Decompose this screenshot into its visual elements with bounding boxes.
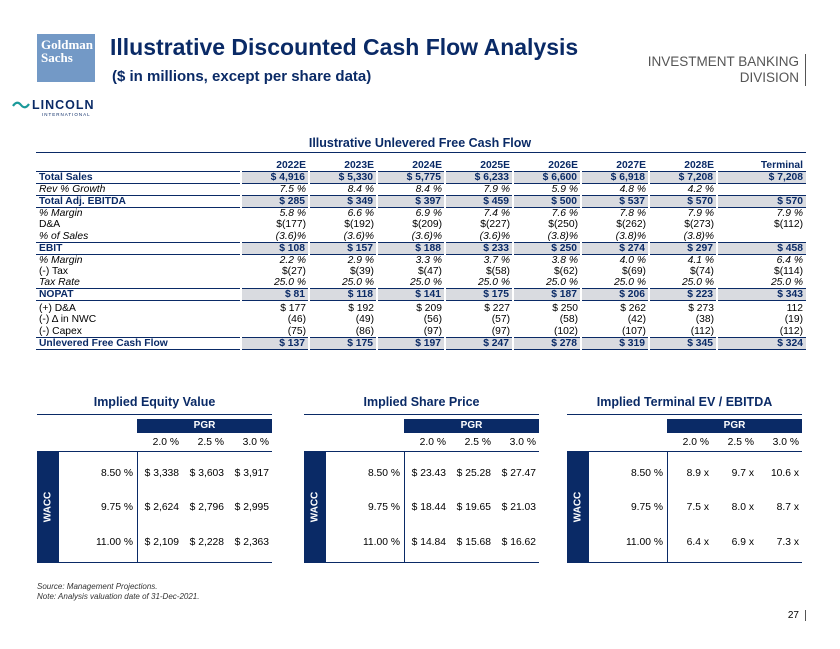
pgr-column-header: 2.5 % (727, 437, 754, 448)
lincoln-name: LINCOLN (32, 98, 95, 112)
fcf-cell: 7.5 % (279, 184, 306, 195)
sensitivity-cell: $ 3,917 (234, 468, 269, 479)
sensitivity-cell: $ 23.43 (411, 468, 446, 479)
fcf-row (36, 219, 806, 231)
fcf-cell: $ 262 (620, 303, 646, 314)
fcf-cell: $ 397 (377, 196, 445, 208)
wacc-header (567, 452, 589, 562)
fcf-cell: 7.9 % (483, 184, 510, 195)
wacc-row-label: 9.75 % (367, 502, 400, 513)
sensitivity-title: Implied Share Price (363, 395, 480, 409)
fcf-column-header: 2028E (649, 160, 717, 172)
fcf-cell: $ 7,208 (717, 172, 806, 184)
fcf-row-label: Total Sales (36, 172, 241, 184)
division-label (648, 54, 806, 86)
wacc-row-label: 8.50 % (100, 468, 133, 479)
fcf-cell (717, 184, 806, 196)
division-line-1: INVESTMENT BANKING (647, 54, 799, 69)
sensitivity-cell: 9.7 x (731, 468, 754, 479)
fcf-row-label: % of Sales (39, 230, 89, 242)
fcf-row (36, 314, 806, 326)
fcf-cell: 25.0 % (770, 277, 803, 288)
lincoln-mark-icon (12, 100, 30, 110)
fcf-cell: 4.8 % (619, 184, 646, 195)
fcf-cell: $(114) (774, 265, 803, 277)
division-line-2: DIVISION (739, 70, 799, 85)
fcf-cell: $ 175 (309, 337, 377, 349)
goldman-sachs-logo (37, 34, 95, 82)
fcf-cell: $(192) (344, 219, 374, 231)
fcf-cell: $ 141 (377, 289, 445, 301)
fcf-cell (717, 231, 806, 243)
sensitivity-bottom-rule (567, 562, 802, 563)
fcf-cell: 5.8 % (279, 208, 306, 219)
wacc-label: WACC (309, 491, 321, 523)
sensitivity-cell: 10.6 x (770, 468, 799, 479)
fcf-row-label: Tax Rate (39, 277, 80, 288)
fcf-cell: $(250) (548, 219, 578, 231)
fcf-cell: $ 273 (688, 303, 714, 314)
fcf-cell: (107) (621, 325, 646, 337)
fcf-cell: $ 6,918 (581, 172, 649, 184)
fcf-header-row (36, 160, 806, 172)
fcf-row (36, 326, 806, 338)
fcf-cell: $ 345 (649, 337, 717, 349)
fcf-cell: $ 319 (581, 337, 649, 349)
fcf-cell: $ 6,600 (513, 172, 581, 184)
sensitivity-cell: $ 2,995 (234, 502, 269, 513)
fcf-cell: (102) (553, 325, 578, 337)
sensitivity-cell: $ 25.28 (456, 468, 491, 479)
fcf-cell: (97) (423, 325, 442, 337)
fcf-cell: $ 227 (484, 303, 510, 314)
fcf-cell: (3.6)% (411, 230, 442, 242)
sensitivity-cell: $ 19.65 (456, 502, 491, 513)
sensitivity-cell: 6.9 x (731, 537, 754, 548)
fcf-cell: 6.6 % (347, 208, 374, 219)
fcf-cell: (3.8)% (615, 230, 646, 242)
fcf-cell: 7.8 % (619, 208, 646, 219)
fcf-cell: $ 223 (649, 289, 717, 301)
fcf-cell: $ 343 (717, 289, 806, 301)
fcf-cell: 6.9 % (415, 208, 442, 219)
fcf-cell: $ 5,775 (377, 172, 445, 184)
fcf-column-header: 2022E (241, 160, 309, 172)
logo-line-1: Goldman (41, 37, 94, 52)
fcf-cell: 7.9 % (687, 208, 714, 219)
fcf-cell: $ 177 (280, 303, 306, 314)
sensitivity-cell: $ 14.84 (411, 537, 446, 548)
pgr-column-header: 3.0 % (242, 437, 269, 448)
fcf-row (36, 254, 806, 266)
fcf-row-label: % Margin (39, 208, 83, 219)
fcf-cell: $(273) (684, 219, 714, 231)
fcf-row-label: Total Adj. EBITDA (36, 196, 241, 208)
fcf-cell: (56) (423, 314, 442, 326)
pgr-column-header: 2.0 % (152, 437, 179, 448)
sensitivity-title: Implied Equity Value (93, 395, 216, 409)
sensitivity-cell: $ 2,796 (189, 502, 224, 513)
wacc-row-label: 8.50 % (367, 468, 400, 479)
fcf-cell: 7.9 % (776, 208, 803, 219)
column-header-rule (567, 451, 802, 452)
fcf-row (36, 231, 806, 243)
fcf-cell: 25.0 % (409, 277, 442, 288)
fcf-row-label: NOPAT (36, 289, 241, 301)
fcf-cell: (46) (287, 314, 306, 326)
fcf-cell: $ 5,330 (309, 172, 377, 184)
wacc-divider (137, 452, 138, 562)
sensitivity-cell: $ 16.62 (501, 537, 536, 548)
fcf-cell: (57) (491, 314, 510, 326)
fcf-cell: 7.6 % (551, 208, 578, 219)
fcf-table (36, 160, 806, 350)
fcf-cell: $ 118 (309, 289, 377, 301)
fcf-cell: $(177) (276, 219, 306, 231)
wacc-row-label: 11.00 % (95, 537, 133, 548)
fcf-cell: 4.0 % (619, 254, 646, 266)
fcf-cell: $ 570 (649, 196, 717, 208)
fcf-row (36, 184, 806, 196)
fcf-header-blank (36, 160, 241, 172)
fcf-column-header: 2024E (377, 160, 445, 172)
fcf-cell: 25.0 % (613, 277, 646, 288)
page-title: Illustrative Discounted Cash Flow Analysis (110, 34, 579, 60)
fcf-cell: 25.0 % (341, 277, 374, 288)
fcf-cell: (49) (355, 314, 374, 326)
fcf-cell: 3.7 % (483, 254, 510, 266)
pgr-column-header: 3.0 % (509, 437, 536, 448)
lincoln-subtitle: INTERNATIONAL (42, 112, 91, 117)
fcf-cell: 6.4 % (776, 254, 803, 266)
fcf-cell: $ 285 (241, 196, 309, 208)
fcf-row-label: D&A (39, 219, 61, 231)
pgr-column-header: 3.0 % (772, 437, 799, 448)
fcf-row (36, 277, 806, 289)
wacc-label: WACC (572, 491, 584, 523)
fcf-cell: (97) (491, 325, 510, 337)
pgr-header: PGR (137, 419, 272, 433)
sensitivity-cell: $ 21.03 (501, 502, 536, 513)
sensitivity-cell: $ 2,228 (189, 537, 224, 548)
fcf-cell: $ 250 (552, 303, 578, 314)
fcf-cell: 25.0 % (477, 277, 510, 288)
source-note: Source: Management Projections. (37, 582, 158, 591)
page-number: 27 (788, 610, 806, 621)
sensitivity-cell: 8.7 x (776, 502, 799, 513)
wacc-row-label: 11.00 % (625, 537, 663, 548)
fcf-row-label: % Margin (39, 254, 83, 266)
fcf-cell: $ 197 (377, 337, 445, 349)
fcf-cell: $(47) (417, 265, 442, 277)
fcf-cell: (42) (627, 314, 646, 326)
fcf-cell: $ 192 (348, 303, 374, 314)
sensitivity-cell: $ 18.44 (411, 502, 446, 513)
column-header-rule (37, 451, 272, 452)
sensitivity-cell: 8.0 x (731, 502, 754, 513)
fcf-row-label: Unlevered Free Cash Flow (36, 337, 241, 349)
column-header-rule (304, 451, 539, 452)
fcf-cell: $ 324 (717, 337, 806, 349)
sensitivity-cell: $ 2,109 (144, 537, 179, 548)
fcf-title-rule (36, 152, 806, 153)
fcf-cell: $ 137 (241, 337, 309, 349)
wacc-divider (667, 452, 668, 562)
fcf-row (36, 301, 806, 315)
pgr-column-header: 2.5 % (197, 437, 224, 448)
fcf-cell: (86) (355, 325, 374, 337)
wacc-row-label: 9.75 % (630, 502, 663, 513)
sensitivity-table (304, 395, 539, 570)
fcf-row-label: EBIT (36, 242, 241, 254)
sensitivity-top-rule (567, 414, 802, 415)
fcf-row (36, 266, 806, 278)
fcf-cell: 4.2 % (687, 184, 714, 195)
fcf-cell: 3.3 % (415, 254, 442, 266)
sensitivity-top-rule (37, 414, 272, 415)
fcf-cell: 112 (786, 303, 803, 314)
fcf-cell: 2.2 % (279, 254, 306, 266)
fcf-cell: (19) (784, 314, 803, 326)
sensitivity-cell: 7.3 x (776, 537, 799, 548)
sensitivity-cell: 6.4 x (686, 537, 709, 548)
fcf-row (36, 172, 806, 184)
fcf-cell: (75) (287, 325, 306, 337)
footnotes (37, 582, 199, 602)
fcf-column-header: 2023E (309, 160, 377, 172)
fcf-cell: $ 349 (309, 196, 377, 208)
fcf-cell: (112) (779, 325, 803, 337)
fcf-cell: $ 247 (445, 337, 513, 349)
sensitivity-table (567, 395, 802, 570)
fcf-cell: 5.9 % (551, 184, 578, 195)
wacc-header (304, 452, 326, 562)
fcf-cell: $ 459 (445, 196, 513, 208)
fcf-row (36, 208, 806, 220)
fcf-cell: $ 233 (445, 242, 513, 254)
sensitivity-cell: $ 27.47 (501, 468, 536, 479)
pgr-header: PGR (667, 419, 802, 433)
wacc-label: WACC (42, 491, 54, 523)
fcf-column-header: 2025E (445, 160, 513, 172)
fcf-cell: $ 537 (581, 196, 649, 208)
wacc-row-label: 9.75 % (100, 502, 133, 513)
fcf-cell: $(69) (621, 265, 646, 277)
fcf-cell: $(74) (689, 265, 714, 277)
sensitivity-bottom-rule (304, 562, 539, 563)
fcf-cell: (3.8)% (683, 230, 714, 242)
fcf-cell: $ 188 (377, 242, 445, 254)
wacc-header (37, 452, 59, 562)
fcf-cell: $ 297 (649, 242, 717, 254)
sensitivity-cell: $ 3,338 (144, 468, 179, 479)
fcf-cell: 25.0 % (681, 277, 714, 288)
fcf-cell: $ 108 (241, 242, 309, 254)
sensitivity-table (37, 395, 272, 570)
fcf-cell: $ 187 (513, 289, 581, 301)
fcf-row-label: (-) Tax (39, 265, 68, 277)
fcf-cell: 4.1 % (687, 254, 714, 266)
fcf-cell: $(262) (616, 219, 646, 231)
fcf-column-header: 2026E (513, 160, 581, 172)
fcf-cell: $(39) (349, 265, 374, 277)
fcf-row-label: (-) Δ in NWC (39, 314, 97, 326)
fcf-cell: (58) (559, 314, 578, 326)
page-subtitle: ($ in millions, except per share data) (112, 68, 372, 85)
fcf-cell: $ 175 (445, 289, 513, 301)
logo-line-2: Sachs (41, 50, 73, 65)
sensitivity-top-rule (304, 414, 539, 415)
pgr-header: PGR (404, 419, 539, 433)
fcf-column-header: 2027E (581, 160, 649, 172)
fcf-cell: $ 500 (513, 196, 581, 208)
fcf-row (36, 242, 806, 254)
fcf-cell: $(58) (485, 265, 510, 277)
sensitivity-title: Implied Terminal EV / EBITDA (596, 395, 773, 409)
fcf-cell: $ 7,208 (649, 172, 717, 184)
lincoln-logo (8, 98, 128, 122)
fcf-cell: (112) (690, 325, 714, 337)
sensitivity-cell: $ 15.68 (456, 537, 491, 548)
fcf-column-header: Terminal (717, 160, 806, 172)
fcf-cell: 25.0 % (273, 277, 306, 288)
fcf-cell: $(62) (553, 265, 578, 277)
fcf-cell: $ 278 (513, 337, 581, 349)
fcf-cell: (3.6)% (479, 230, 510, 242)
fcf-cell: $ 81 (241, 289, 309, 301)
fcf-cell: $(227) (480, 219, 510, 231)
fcf-cell: $(27) (281, 265, 306, 277)
wacc-row-label: 8.50 % (630, 468, 663, 479)
sensitivity-cell: $ 3,603 (189, 468, 224, 479)
fcf-cell: $(112) (774, 219, 803, 231)
fcf-row (36, 289, 806, 301)
wacc-row-label: 11.00 % (362, 537, 400, 548)
fcf-row (36, 196, 806, 208)
fcf-cell: $ 6,233 (445, 172, 513, 184)
fcf-cell: $(209) (412, 219, 442, 231)
sensitivity-cell: $ 2,363 (234, 537, 269, 548)
valuation-note: Note: Analysis valuation date of 31-Dec-2021. (37, 592, 200, 601)
fcf-cell: 8.4 % (415, 184, 442, 195)
fcf-cell: 3.8 % (551, 254, 578, 266)
fcf-row-label: (+) D&A (39, 303, 76, 314)
fcf-cell: (38) (695, 314, 714, 326)
fcf-cell: $ 209 (416, 303, 442, 314)
pgr-column-header: 2.0 % (419, 437, 446, 448)
sensitivity-bottom-rule (37, 562, 272, 563)
wacc-divider (404, 452, 405, 562)
fcf-cell: (3.6)% (275, 230, 306, 242)
fcf-cell: 25.0 % (545, 277, 578, 288)
fcf-cell: $ 274 (581, 242, 649, 254)
fcf-table-title: Illustrative Unlevered Free Cash Flow (308, 136, 532, 150)
sensitivity-cell: 7.5 x (686, 502, 709, 513)
pgr-column-header: 2.5 % (464, 437, 491, 448)
fcf-cell: $ 570 (717, 196, 806, 208)
fcf-cell: $ 206 (581, 289, 649, 301)
fcf-cell: 7.4 % (483, 208, 510, 219)
fcf-cell: (3.8)% (547, 230, 578, 242)
fcf-cell: $ 157 (309, 242, 377, 254)
fcf-cell: $ 458 (717, 242, 806, 254)
sensitivity-cell: 8.9 x (686, 468, 709, 479)
fcf-cell: 2.9 % (347, 254, 374, 266)
fcf-row-label: (-) Capex (39, 325, 82, 337)
fcf-row (36, 337, 806, 349)
fcf-cell: $ 4,916 (241, 172, 309, 184)
fcf-row-label: Rev % Growth (39, 184, 106, 195)
pgr-column-header: 2.0 % (682, 437, 709, 448)
fcf-cell: $ 250 (513, 242, 581, 254)
sensitivity-cell: $ 2,624 (144, 502, 179, 513)
fcf-cell: (3.6)% (343, 230, 374, 242)
fcf-cell: 8.4 % (347, 184, 374, 195)
